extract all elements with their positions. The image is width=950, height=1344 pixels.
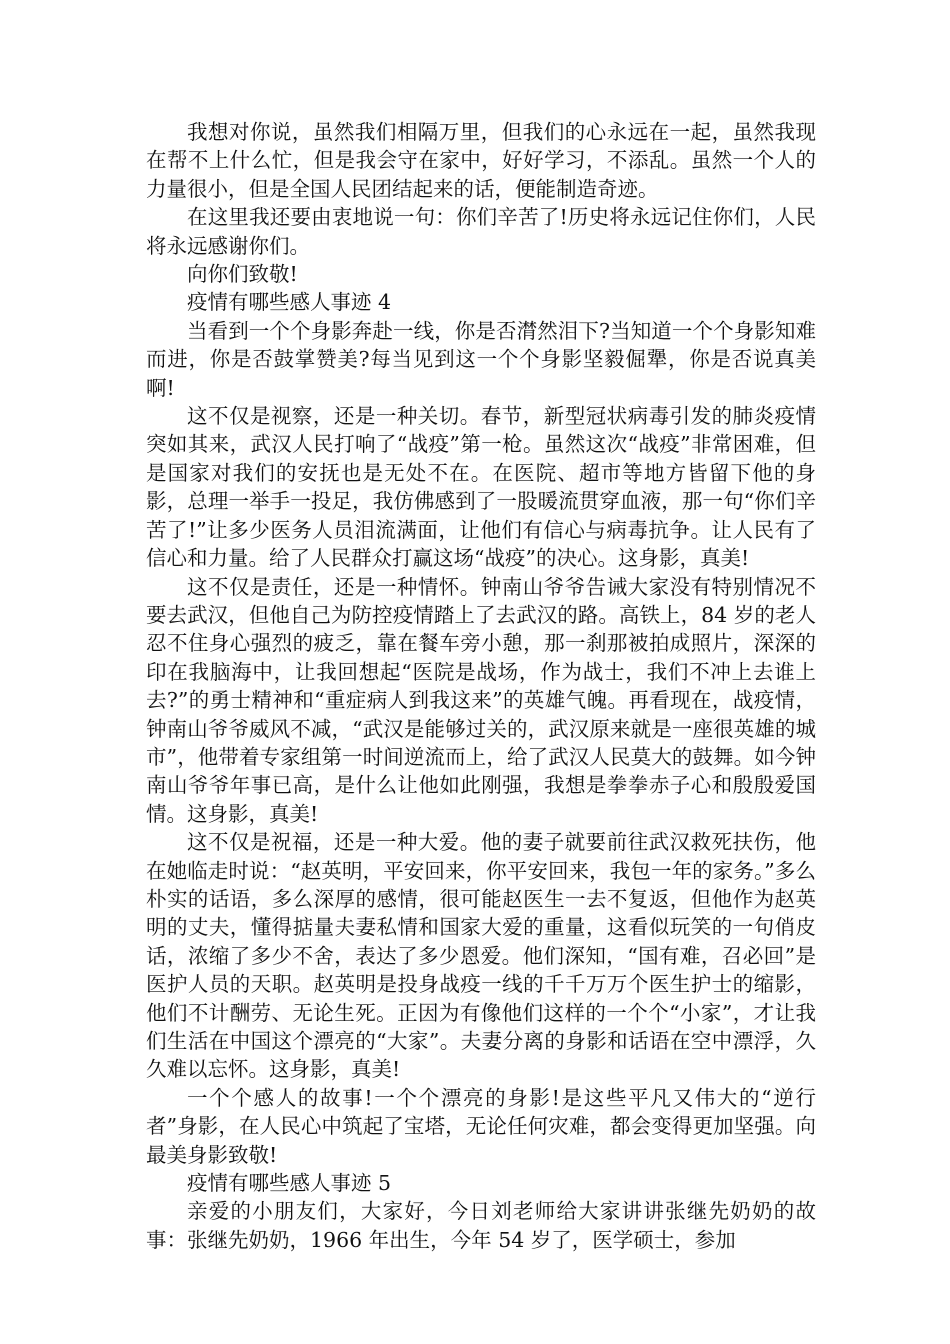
paragraph-3: 向你们致敬! bbox=[187, 262, 298, 287]
paragraph-8: 这不仅是祝福，还是一种大爱。他的妻子就要前往武汉救死扶伤，他在她临走时说：“赵英明，平安回来，你平安回来，我包一年的家务。”多么朴实的话语，多么深厚的感情，很可能赵医生一去不复返，但他作为赵英明的丈夫，懂得掂量夫妻私情和国家大爱的重量，这看似玩笑的一句俏皮话，浓缩了多少不舍，表达了多少恩爱。他们深知，“国有难，召必回”是医护人员的天职。赵英明是投身战疫一线的千千万万个医生护士的缩影，他们不计酬劳、无论生死。正因为有像他们这样的一个个“小家”，才让我们生活在中国这个漂亮的“大家”。夫妻分离的身影和话语在空中漂浮，久久难以忘怀。这身影，真美! bbox=[146, 830, 816, 1082]
paragraph-5: 当看到一个个身影奔赴一线，你是否潸然泪下?当知道一个个身影知难而进，你是否鼓掌赞美?每当见到这一个个身影坚毅倔犟，你是否说真美啊! bbox=[146, 318, 816, 400]
document-page bbox=[146, 118, 816, 1254]
paragraph-7: 这不仅是责任，还是一种情怀。钟南山爷爷告诫大家没有特别情况不要去武汉，但他自己为防控疫情踏上了去武汉的路。高铁上，84 岁的老人忍不住身心强烈的疲乏，靠在餐车旁小憩，那一刹那被拍成照片，深深的印在我脑海中，让我回想起“医院是战场，作为战士，我们不冲上去谁上去?”的勇士精神和“重症病人到我这来”的英雄气魄。再看现在，战疫情，钟南山爷爷威风不减，“武汉是能够过关的，武汉原来就是一座很英雄的城市”，他带着专家组第一时间逆流而上，给了武汉人民莫大的鼓舞。如今钟南山爷爷年事已高，是什么让他如此刚强，我想是拳拳赤子心和殷殷爱国情。这身影，真美! bbox=[146, 574, 816, 826]
section-heading-5: 疫情有哪些感人事迹 5 bbox=[187, 1171, 392, 1196]
paragraph-9: 一个个感人的故事!一个个漂亮的身影!是这些平凡又伟大的“逆行者”身影，在人民心中筑起了宝塔，无论任何灾难，都会变得更加坚强。向最美身影致敬! bbox=[146, 1085, 816, 1167]
paragraph-1: 我想对你说，虽然我们相隔万里，但我们的心永远在一起，虽然我现在帮不上什么忙，但是我会守在家中，好好学习，不添乱。虽然一个人的力量很小，但是全国人民团结起来的话，便能制造奇迹。 bbox=[146, 120, 816, 201]
section-heading-4: 疫情有哪些感人事迹 4 bbox=[187, 290, 392, 315]
paragraph-2: 在这里我还要由衷地说一句：你们辛苦了!历史将永远记住你们，人民将永远感谢你们。 bbox=[146, 205, 816, 258]
paragraph-6: 这不仅是视察，还是一种关切。春节，新型冠状病毒引发的肺炎疫情突如其来，武汉人民打响了“战疫”第一枪。虽然这次“战疫”非常困难，但是国家对我们的安抚也是无处不在。在医院、超市等地方皆留下他的身影，总理一举手一投足，我仿佛感到了一股暖流贯穿血液，那一句“你们辛苦了!”让多少医务人员泪流满面，让他们有信心与病毒抗争。让人民有了信心和力量。给了人民群众打赢这场“战疫”的决心。这身影，真美! bbox=[146, 404, 816, 571]
paragraph-11: 亲爱的小朋友们，大家好，今日刘老师给大家讲讲张继先奶奶的故事：张继先奶奶，1966 年出生，今年 54 岁了，医学硕士，参加 bbox=[146, 1199, 816, 1252]
